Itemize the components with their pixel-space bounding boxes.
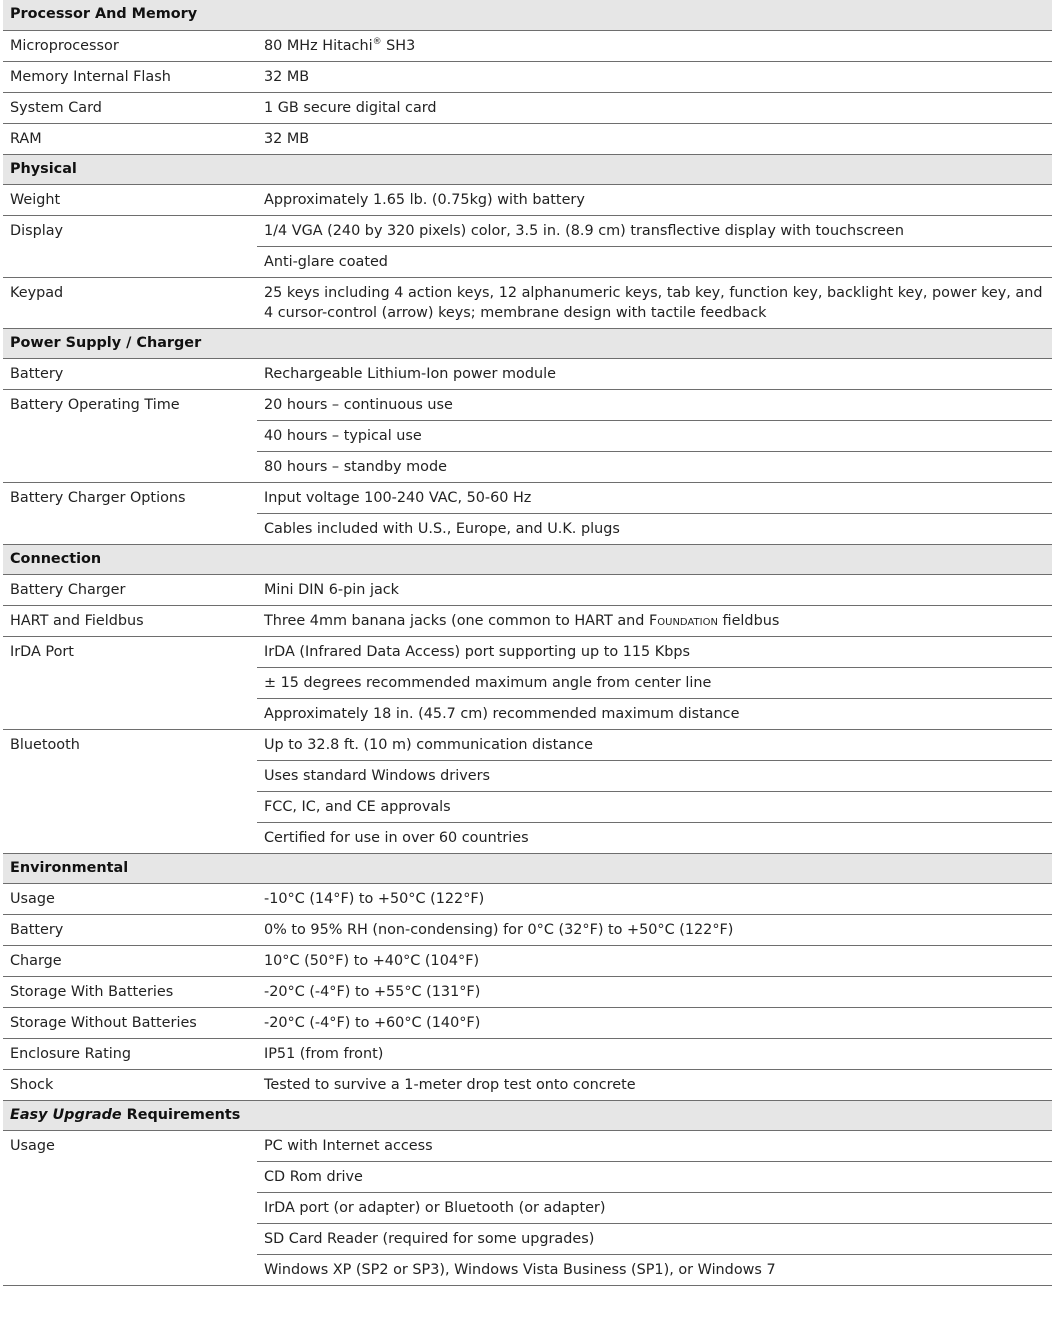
spec-label: Memory Internal Flash <box>3 61 257 92</box>
spec-row <box>3 1130 1052 1161</box>
section-title <box>3 1100 1052 1130</box>
spec-label: IrDA Port <box>3 636 257 729</box>
spec-value: Anti-glare coated <box>257 246 1052 277</box>
spec-value: 32 MB <box>257 123 1052 154</box>
spec-row <box>3 883 1052 914</box>
spec-value: 20 hours – continuous use <box>257 389 1052 420</box>
spec-label: Battery <box>3 358 257 389</box>
spec-value: FCC, IC, and CE approvals <box>257 791 1052 822</box>
spec-value: ± 15 degrees recommended maximum angle from center line <box>257 667 1052 698</box>
spec-value: SD Card Reader (required for some upgrades) <box>257 1223 1052 1254</box>
spec-label: Microprocessor <box>3 30 257 61</box>
spec-row <box>3 277 1052 328</box>
section-title: Environmental <box>3 853 1052 883</box>
section-header-row <box>3 544 1052 574</box>
spec-label: Shock <box>3 1069 257 1100</box>
spec-value: IrDA (Infrared Data Access) port supporting up to 115 Kbps <box>257 636 1052 667</box>
spec-label: Display <box>3 215 257 277</box>
spec-label: Weight <box>3 184 257 215</box>
spec-value: Rechargeable Lithium-Ion power module <box>257 358 1052 389</box>
spec-value: Cables included with U.S., Europe, and U.K. plugs <box>257 513 1052 544</box>
spec-label: Battery Charger <box>3 574 257 605</box>
spec-value: Uses standard Windows drivers <box>257 760 1052 791</box>
spec-value: Up to 32.8 ft. (10 m) communication distance <box>257 729 1052 760</box>
section-title-italic: Easy Upgrade <box>10 1106 122 1123</box>
spec-value: 10°C (50°F) to +40°C (104°F) <box>257 945 1052 976</box>
spec-label: Enclosure Rating <box>3 1038 257 1069</box>
spec-label: Bluetooth <box>3 729 257 853</box>
spec-row <box>3 215 1052 246</box>
spec-value: Approximately 1.65 lb. (0.75kg) with battery <box>257 184 1052 215</box>
spec-value: CD Rom drive <box>257 1161 1052 1192</box>
spec-row <box>3 61 1052 92</box>
spec-label: System Card <box>3 92 257 123</box>
spec-row <box>3 605 1052 636</box>
spec-value: 80 MHz Hitachi® SH3 <box>257 30 1052 61</box>
spec-label: Keypad <box>3 277 257 328</box>
spec-row <box>3 30 1052 61</box>
section-header-row <box>3 1100 1052 1130</box>
spec-value: 0% to 95% RH (non-condensing) for 0°C (32°F) to +50°C (122°F) <box>257 914 1052 945</box>
spec-value: Windows XP (SP2 or SP3), Windows Vista Business (SP1), or Windows 7 <box>257 1254 1052 1285</box>
spec-row <box>3 729 1052 760</box>
spec-value: 25 keys including 4 action keys, 12 alphanumeric keys, tab key, function key, backlight key, power key, and 4 cursor-control (arrow) keys; membrane design with tactile feedback <box>257 277 1052 328</box>
spec-label: Battery Operating Time <box>3 389 257 482</box>
spec-value: Mini DIN 6-pin jack <box>257 574 1052 605</box>
spec-label: RAM <box>3 123 257 154</box>
spec-row <box>3 945 1052 976</box>
spec-label: HART and Fieldbus <box>3 605 257 636</box>
spec-row <box>3 1007 1052 1038</box>
section-title-rest: Requirements <box>121 1106 241 1123</box>
spec-row <box>3 92 1052 123</box>
spec-value: Three 4mm banana jacks (one common to HART and Foundation fieldbus <box>257 605 1052 636</box>
spec-value: -10°C (14°F) to +50°C (122°F) <box>257 883 1052 914</box>
spec-row <box>3 389 1052 420</box>
spec-value: Approximately 18 in. (45.7 cm) recommended maximum distance <box>257 698 1052 729</box>
spec-label: Usage <box>3 883 257 914</box>
spec-value: 1/4 VGA (240 by 320 pixels) color, 3.5 in. (8.9 cm) transflective display with touchscreen <box>257 215 1052 246</box>
spec-row <box>3 976 1052 1007</box>
spec-value: Tested to survive a 1-meter drop test onto concrete <box>257 1069 1052 1100</box>
spec-label: Charge <box>3 945 257 976</box>
spec-value: 1 GB secure digital card <box>257 92 1052 123</box>
spec-row <box>3 1069 1052 1100</box>
spec-label: Usage <box>3 1130 257 1285</box>
spec-label: Storage With Batteries <box>3 976 257 1007</box>
spec-value: PC with Internet access <box>257 1130 1052 1161</box>
spec-row <box>3 358 1052 389</box>
spec-row <box>3 574 1052 605</box>
spec-value: IP51 (from front) <box>257 1038 1052 1069</box>
spec-table <box>3 0 1052 1286</box>
spec-value: 80 hours – standby mode <box>257 451 1052 482</box>
section-header-row <box>3 154 1052 184</box>
spec-value: Certified for use in over 60 countries <box>257 822 1052 853</box>
spec-row <box>3 184 1052 215</box>
spec-row <box>3 914 1052 945</box>
spec-value: 40 hours – typical use <box>257 420 1052 451</box>
section-title: Connection <box>3 544 1052 574</box>
spec-row <box>3 482 1052 513</box>
section-header-row <box>3 0 1052 30</box>
spec-table-body <box>3 0 1052 1285</box>
spec-value: Input voltage 100-240 VAC, 50-60 Hz <box>257 482 1052 513</box>
spec-row <box>3 1038 1052 1069</box>
spec-value: -20°C (-4°F) to +60°C (140°F) <box>257 1007 1052 1038</box>
spec-row <box>3 123 1052 154</box>
spec-label: Battery Charger Options <box>3 482 257 544</box>
spec-value: -20°C (-4°F) to +55°C (131°F) <box>257 976 1052 1007</box>
spec-value: IrDA port (or adapter) or Bluetooth (or adapter) <box>257 1192 1052 1223</box>
spec-row <box>3 636 1052 667</box>
section-title: Physical <box>3 154 1052 184</box>
spec-label: Battery <box>3 914 257 945</box>
section-title: Processor And Memory <box>3 0 1052 30</box>
spec-value: 32 MB <box>257 61 1052 92</box>
spec-label: Storage Without Batteries <box>3 1007 257 1038</box>
section-header-row <box>3 853 1052 883</box>
section-title: Power Supply / Charger <box>3 328 1052 358</box>
section-header-row <box>3 328 1052 358</box>
